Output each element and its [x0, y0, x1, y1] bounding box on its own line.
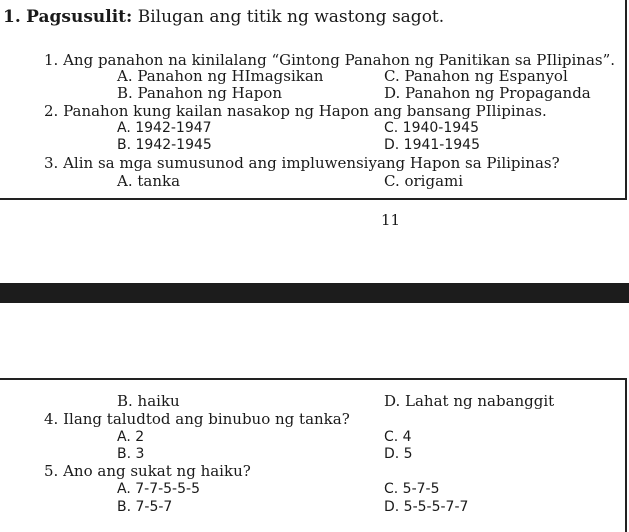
- question-text: Panahon kung kailan nasakop ng Hapon ang bansang PIlipinas.: [63, 102, 547, 120]
- quiz-box-bottom: [0, 378, 627, 532]
- question-number: 1.: [44, 51, 59, 69]
- quiz-box-top: [0, 0, 627, 200]
- question-5: [44, 462, 251, 480]
- question-3: [44, 154, 560, 172]
- choice-5b[interactable]: B. 7-5-7: [117, 499, 173, 515]
- choice-2a[interactable]: A. 1942-1947: [117, 120, 212, 136]
- section-instruction: Bilugan ang titik ng wastong sagot.: [137, 7, 445, 27]
- question-text: Ano ang sukat ng haiku?: [63, 462, 251, 480]
- choice-3b[interactable]: B. haiku: [117, 392, 180, 410]
- choice-5d[interactable]: D. 5-5-5-7-7: [384, 499, 469, 515]
- question-number: 5.: [44, 462, 59, 480]
- question-text: Alin sa mga sumusunod ang impluwensiyang Hapon sa Pilipinas?: [63, 154, 560, 172]
- choice-3d[interactable]: D. Lahat ng nabanggit: [384, 392, 555, 410]
- question-2: [44, 102, 547, 120]
- choice-4d[interactable]: D. 5: [384, 446, 413, 462]
- choice-5c[interactable]: C. 5-7-5: [384, 481, 440, 497]
- section-label: Pagsusulit:: [26, 7, 133, 27]
- choice-3a[interactable]: A. tanka: [117, 172, 181, 190]
- choice-3c[interactable]: C. origami: [384, 172, 464, 190]
- choice-1b[interactable]: B. Panahon ng Hapon: [117, 84, 282, 102]
- question-number: 2.: [44, 102, 59, 120]
- choice-2c[interactable]: C. 1940-1945: [384, 120, 479, 136]
- choice-5a[interactable]: A. 7-7-5-5-5: [117, 481, 200, 497]
- page-divider-bar: [0, 283, 629, 303]
- question-number: 4.: [44, 410, 59, 428]
- question-text: Ilang taludtod ang binubuo ng tanka?: [63, 410, 350, 428]
- choice-1c[interactable]: C. Panahon ng Espanyol: [384, 67, 568, 85]
- question-4: [44, 410, 350, 428]
- section-number: 1.: [3, 7, 21, 27]
- choice-1d[interactable]: D. Panahon ng Propaganda: [384, 84, 591, 102]
- choice-4c[interactable]: C. 4: [384, 429, 412, 445]
- choice-2b[interactable]: B. 1942-1945: [117, 137, 212, 153]
- question-text: Ang panahon na kinilalang “Gintong Panahon ng Panitikan sa PIlipinas”.: [63, 51, 616, 69]
- section-heading: [3, 8, 444, 26]
- choice-4b[interactable]: B. 3: [117, 446, 145, 462]
- choice-1a[interactable]: A. Panahon ng HImagsikan: [117, 67, 324, 85]
- question-number: 3.: [44, 154, 59, 172]
- page-number: 11: [381, 211, 401, 229]
- choice-2d[interactable]: D. 1941-1945: [384, 137, 480, 153]
- choice-4a[interactable]: A. 2: [117, 429, 145, 445]
